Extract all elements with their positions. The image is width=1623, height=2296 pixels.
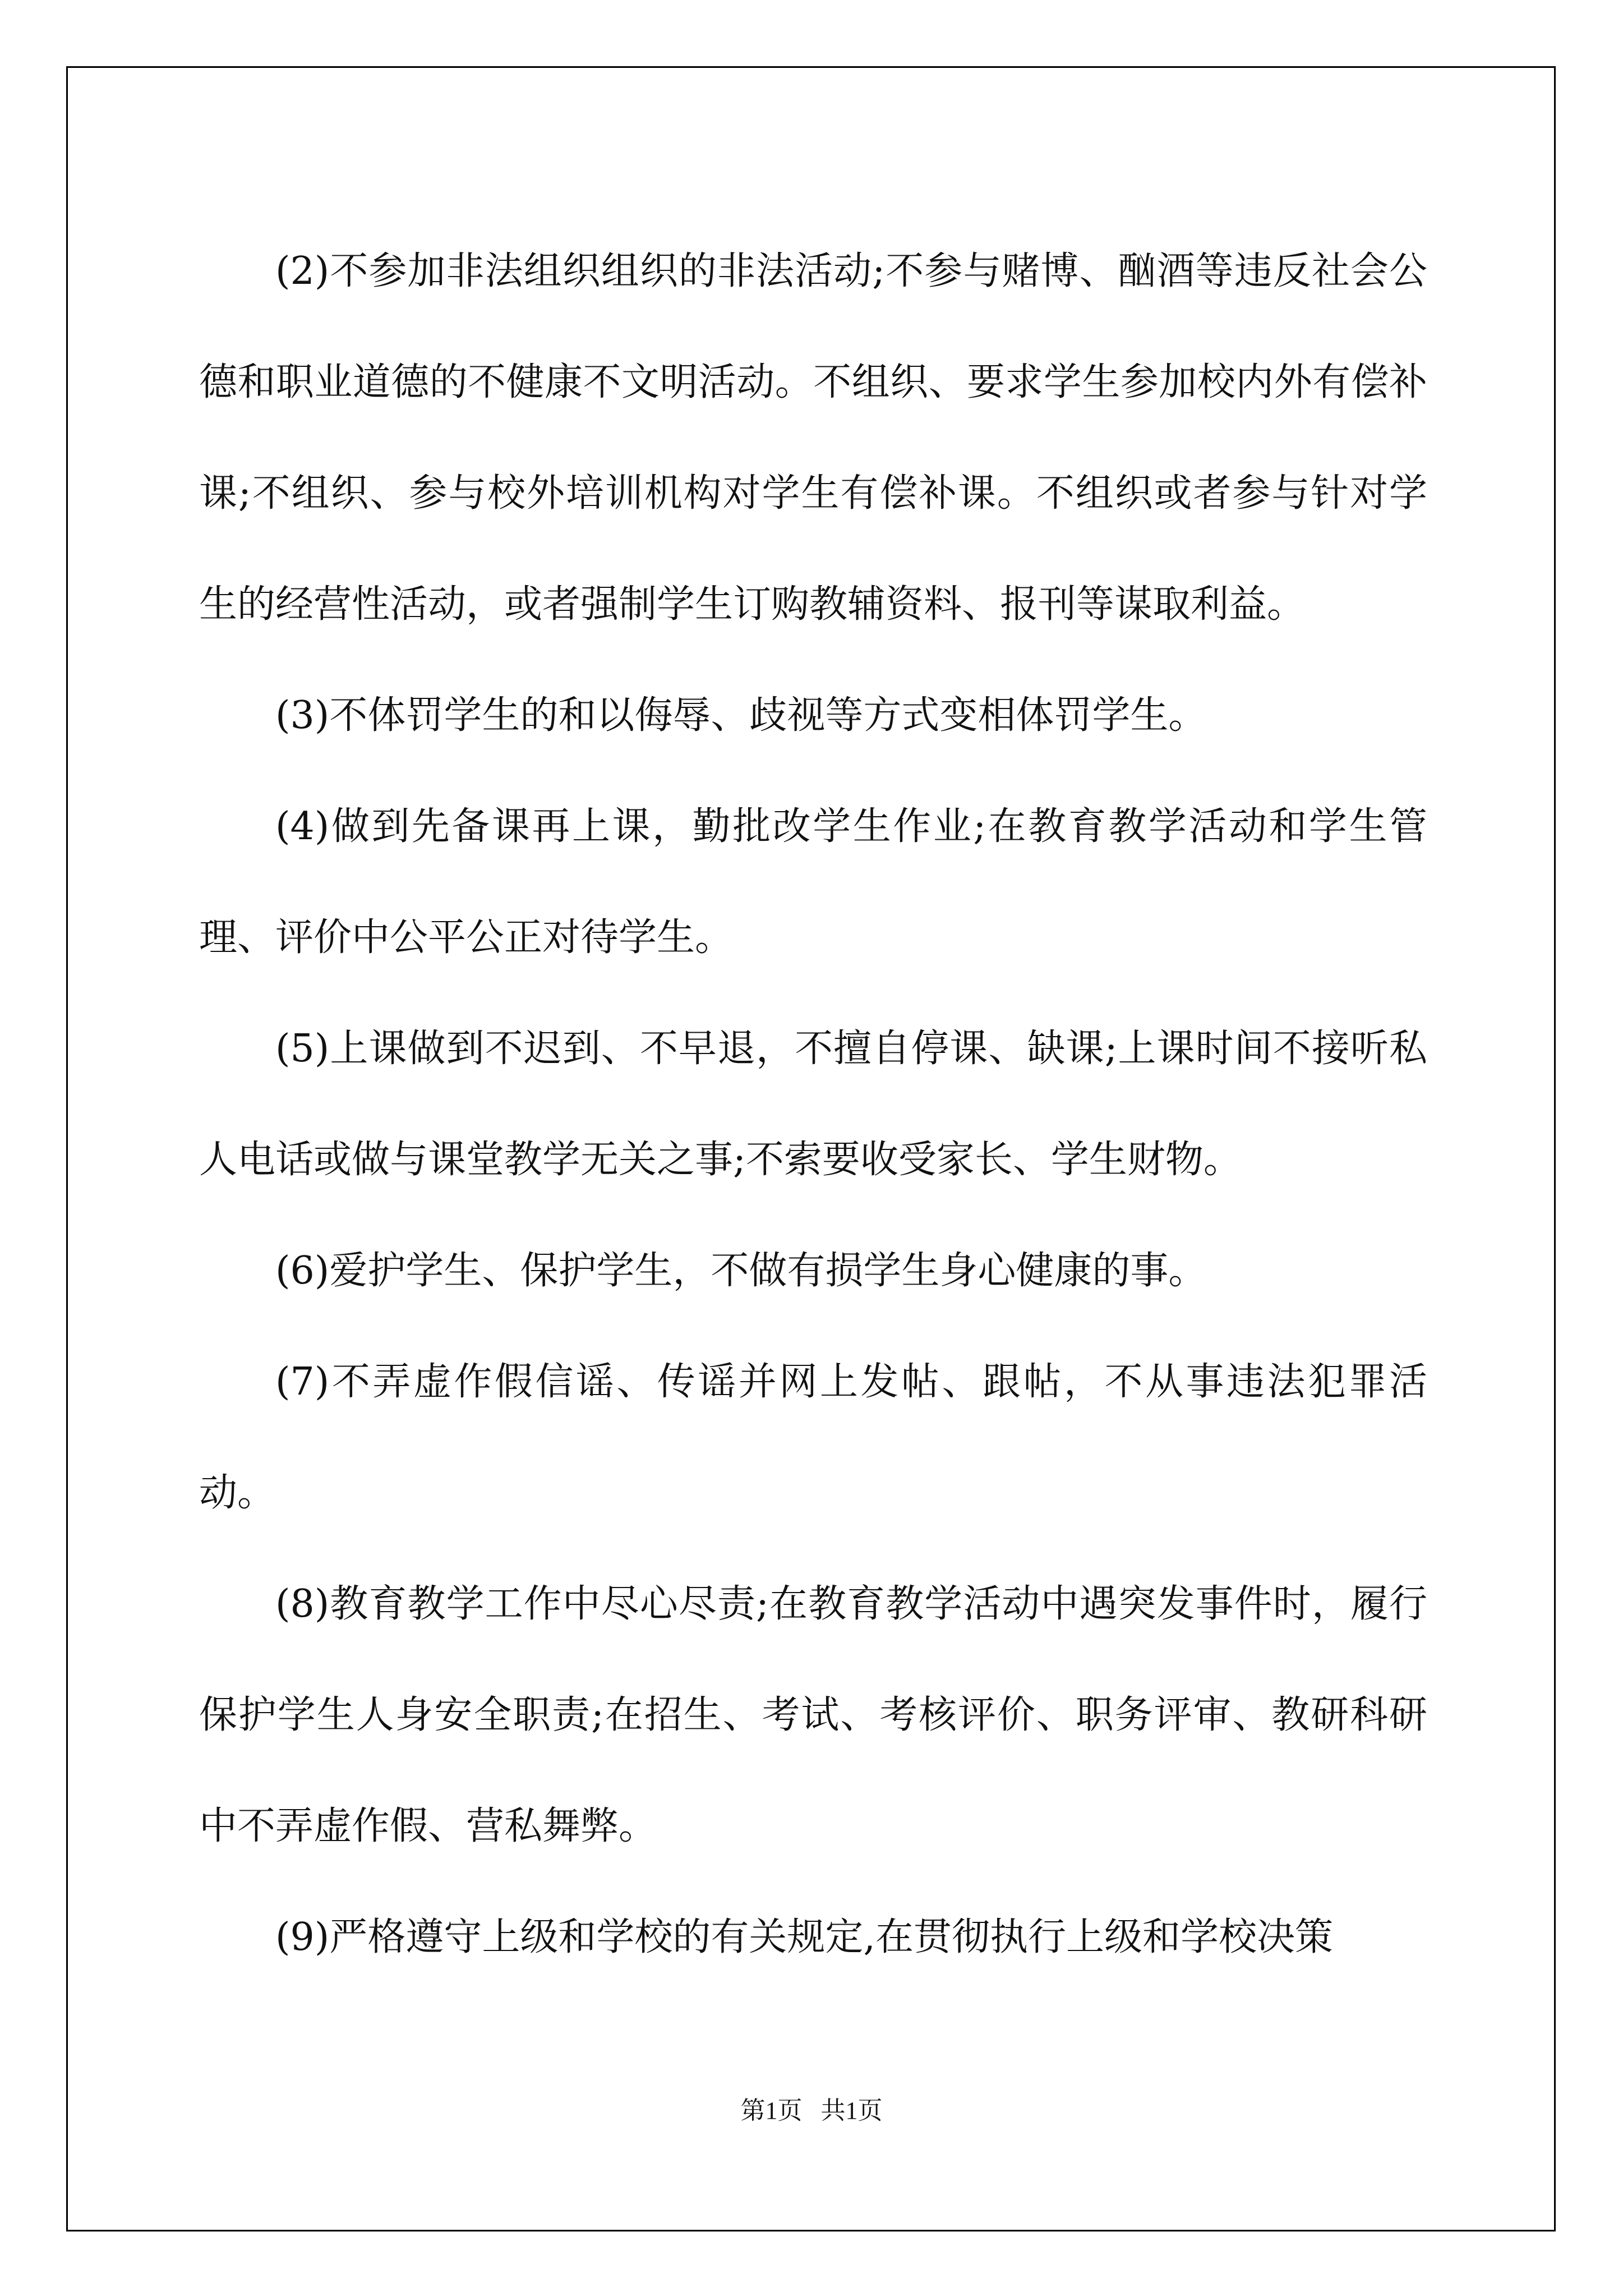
paragraph-8: (8)教育教学工作中尽心尽责;在教育教学活动中遇突发事件时，履行保护学生人身安全职责;在招生、考试、考核评价、职务评审、教研科研中不弄虚作假、营私舞弊。	[199, 1582, 1427, 1848]
paragraph-9: (9)严格遵守上级和学校的有关规定,在贯彻执行上级和学校决策	[275, 1915, 1333, 1959]
paragraph-6: (6)爱护学生、保护学生，不做有损学生身心健康的事。	[275, 1249, 1207, 1293]
paragraph-5: (5)上课做到不迟到、不早退，不擅自停课、缺课;上课时间不接听私人电话或做与课堂教学无关之事;不索要收受家长、学生财物。	[199, 1027, 1427, 1182]
paragraph-4: (4)做到先备课再上课，勤批改学生作业;在教育教学活动和学生管理、评价中公平公正对待学生。	[199, 804, 1427, 960]
paragraph-2: (2)不参加非法组织组织的非法活动;不参与赌博、酗酒等违反社会公德和职业道德的不健康不文明活动。不组织、要求学生参加校内外有偿补课;不组织、参与校外培训机构对学生有偿补课。不组织或者参与针对学生的经营性活动，或者强制学生订购教辅资料、报刊等谋取利益。	[199, 249, 1427, 627]
document-body	[199, 216, 1427, 1993]
page-number: 第1页 共1页	[740, 2097, 883, 2124]
paragraph-3: (3)不体罚学生的和以侮辱、歧视等方式变相体罚学生。	[275, 693, 1207, 738]
paragraph-7: (7)不弄虚作假信谣、传谣并网上发帖、跟帖，不从事违法犯罪活动。	[199, 1360, 1427, 1515]
